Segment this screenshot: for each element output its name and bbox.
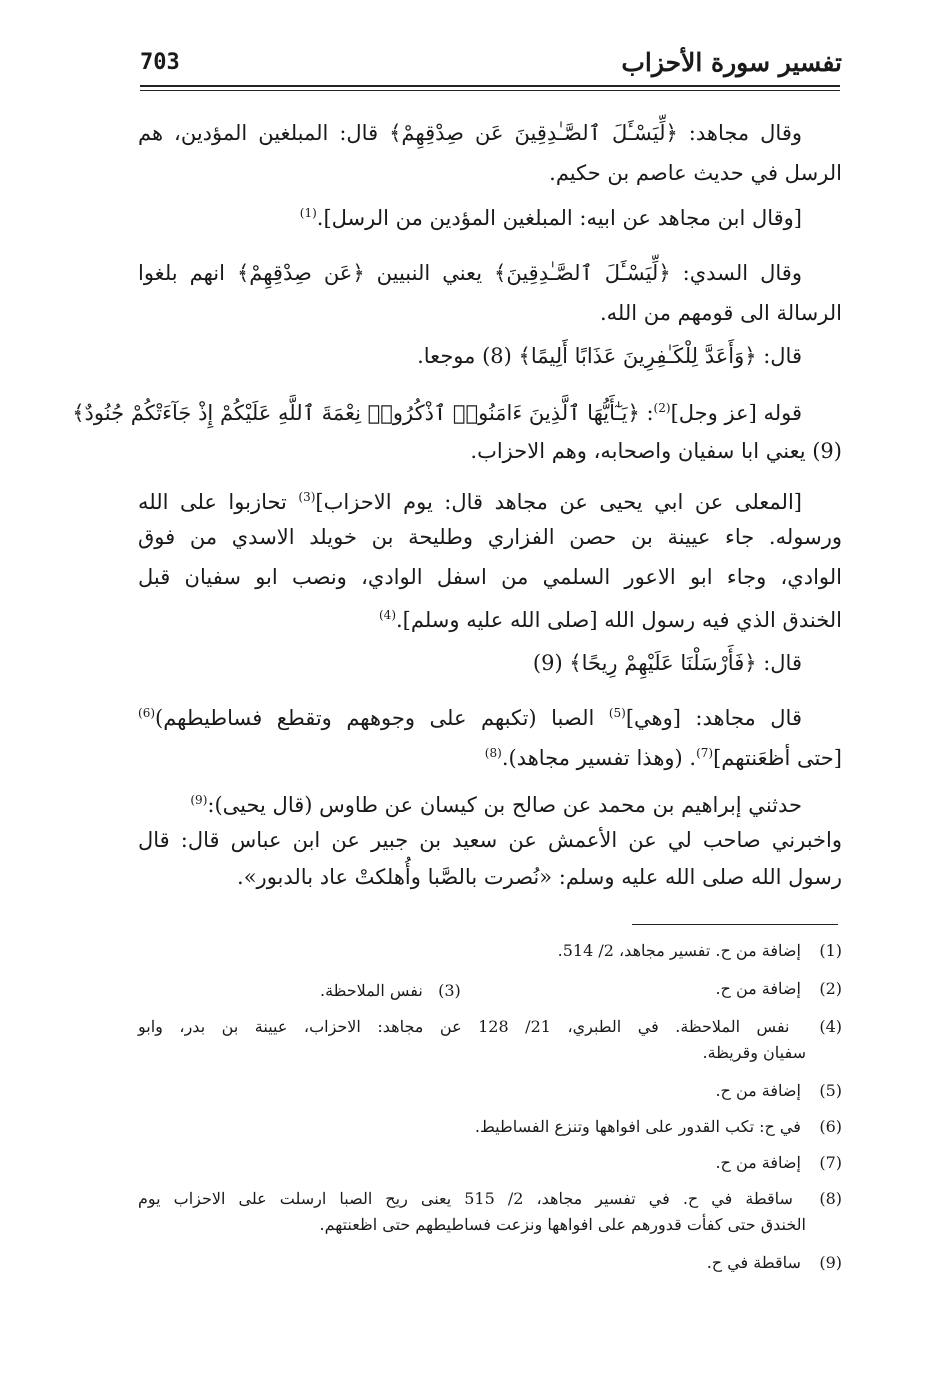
text-line [138, 341, 842, 373]
footnote-number: (9) [819, 1253, 842, 1272]
footnote-ref: (1) [299, 206, 317, 220]
line-text: وقال مجاهد: ﴿لِّيَسْـَٔلَ ٱلصَّـٰدِقِينَ عَن صِدْقِهِمْ﴾ قال: المبلغين المؤدين، هم [138, 121, 802, 145]
footnote-text: الخندق حتى كفأت قدورهم على افواهها ونزعت فساطيطهم حتى اظعنتهم. [319, 1215, 806, 1234]
line-text: [حتى أظعَنتهم] [713, 746, 842, 770]
footnote-text: إضافة من ح. [715, 979, 801, 998]
footnote-number: (5) [819, 1081, 842, 1100]
text-line [138, 562, 842, 594]
text-line [138, 436, 842, 468]
footnote-continuation [138, 1214, 842, 1240]
running-header-title: تفسير سورة الأحزاب [621, 48, 842, 77]
text-line [138, 522, 842, 554]
line-text: [وقال ابن مجاهد عن ابيه: المبلغين المؤدين من الرسل]. [316, 206, 802, 230]
line-text: قال مجاهد: [وهي] [625, 706, 802, 730]
text-line [138, 158, 842, 190]
line-text: حدثني إبراهيم بن محمد عن صالح بن كيسان عن طاوس (قال يحيى): [207, 793, 802, 817]
footnote-ref: (9) [190, 793, 208, 807]
footnote-ref: (3) [298, 490, 316, 504]
line-text: (9) يعني ابا سفيان واصحابه، وهم الاحزاب. [470, 439, 842, 463]
footnote-text: نفس الملاحظة. [320, 981, 423, 1000]
footnote-number: (4) [819, 1017, 842, 1036]
line-text: الصبا (تكبهم على وجوههم وتقطع فساطيطهم) [155, 706, 609, 730]
footnote-ref: (4) [378, 608, 396, 622]
footnote-ref: (6) [138, 706, 156, 720]
footnote-ref: (8) [484, 746, 502, 760]
footnote-text: إضافة من ح. تفسير مجاهد، 2/ 514. [557, 941, 801, 960]
footnote-number: (6) [819, 1117, 842, 1136]
line-text: [المعلى عن ابي يحيى عن مجاهد قال: يوم الاحزاب] [315, 490, 802, 514]
text-line [72, 393, 842, 425]
line-text: تحازبوا على الله [138, 490, 299, 514]
text-line [138, 825, 842, 857]
text-line [138, 698, 842, 730]
footnote-ref: (5) [608, 706, 626, 720]
footnote [138, 978, 842, 1004]
text-line [138, 862, 842, 894]
line-text: قال: ﴿فَأَرْسَلْنَا عَلَيْهِمْ رِيحًا﴾ (9) [532, 651, 802, 675]
text-line [138, 738, 842, 770]
line-text: وقال السدي: ﴿لِّيَسْـَٔلَ ٱلصَّـٰدِقِينَ﴾ يعني النبيين ﴿عَن صِدْقِهِمْ﴾ انهم بلغوا [138, 261, 802, 285]
line-text: . (وهذا تفسير مجاهد). [501, 746, 697, 770]
line-text: الوادي، وجاء ابو الاعور السلمي من اسفل الوادي، ونصب ابو سفيان قبل [138, 565, 842, 589]
text-line [138, 298, 842, 330]
footnote-ref: (7) [696, 746, 714, 760]
footnote-number: (8) [819, 1189, 842, 1208]
line-text: ورسوله. جاء عيينة بن حصن الفزاري وطليحة بن خويلد الاسدي من فوق [138, 525, 842, 549]
line-text: الرسالة الى قومهم من الله. [599, 301, 842, 325]
footnote-inline [320, 980, 461, 1002]
footnote-number: (7) [819, 1153, 842, 1172]
header-rule-thin [140, 90, 840, 91]
text-line [138, 600, 842, 632]
line-text: قوله [عز وجل] [670, 401, 802, 425]
footnote-text: نفس الملاحظة. في الطبري، 21/ 128 عن مجاهد: الاحزاب، عيينة بن بدر، وابو [138, 1017, 790, 1036]
line-text: رسول الله صلى الله عليه وسلم: «نُصرت بالصَّبا وأُهلكتْ عاد بالدبور». [237, 865, 842, 889]
header-rule-thick [140, 85, 840, 87]
footnote [138, 1152, 842, 1178]
line-text: الرسل في حديث عاصم بن حكيم. [549, 161, 842, 185]
line-text: الخندق الذي فيه رسول الله [صلى الله عليه وسلم]. [396, 608, 842, 632]
footnote [138, 1080, 842, 1106]
text-line [138, 258, 842, 290]
line-text: : ﴿يَـٰٓأَيُّهَا ٱلَّذِينَ ءَامَنُوا۟ ٱذْكُرُوا۟ نِعْمَةَ ٱللَّهِ عَلَيْكُمْ إِذْ جَآءَتْكُمْ جُنُودٌ﴾ [72, 401, 654, 425]
footnote-number: (3) [438, 981, 461, 1000]
footnote-text: ساقطة في ح. [706, 1253, 801, 1272]
footnote [138, 1116, 842, 1142]
footnote [138, 1188, 842, 1214]
text-line [138, 648, 842, 680]
footnote-text: في ح: تكب القدور على افواهها وتنزع الفساطيط. [474, 1117, 801, 1136]
text-line [138, 198, 842, 230]
line-text: واخبرني صاحب لي عن الأعمش عن سعيد بن جبير عن ابن عباس قال: قال [138, 828, 842, 852]
footnote-text: ساقطة في ح. في تفسير مجاهد، 2/ 515 يعنى ريح الصبا ارسلت على الاحزاب يوم [138, 1189, 793, 1208]
footnote-text: إضافة من ح. [715, 1081, 801, 1100]
footnote-number: (1) [819, 941, 842, 960]
text-line [138, 785, 842, 817]
footnote-ref: (2) [653, 401, 671, 415]
footnote [138, 1252, 842, 1278]
text-line [138, 482, 842, 514]
footnote-number: (2) [819, 979, 842, 998]
footnote [138, 1016, 842, 1042]
page-number: 703 [140, 50, 180, 75]
footnote [138, 940, 842, 966]
line-text: قال: ﴿وَأَعَدَّ لِلْكَـٰفِرِينَ عَذَابًا أَلِيمًا﴾ (8) موجعا. [417, 344, 802, 368]
footnote-continuation [138, 1042, 842, 1068]
footnote-separator [632, 924, 838, 925]
text-line [138, 118, 842, 150]
footnote-text: سفيان وقريظة. [702, 1043, 806, 1062]
footnote-text: إضافة من ح. [715, 1153, 801, 1172]
